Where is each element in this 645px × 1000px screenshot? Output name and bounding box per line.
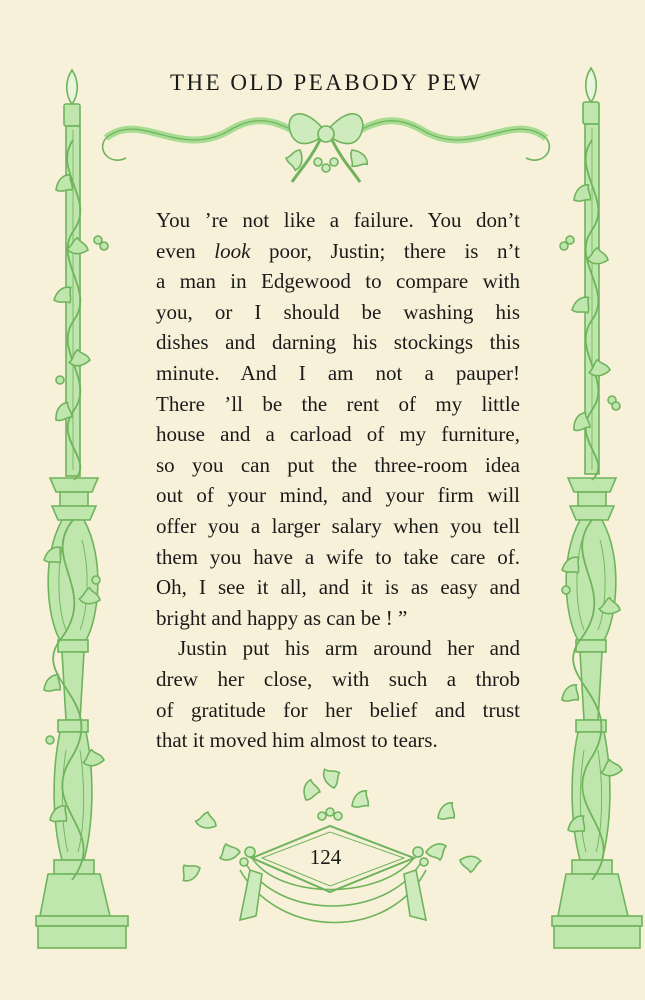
text-line-2-lead: even (156, 238, 196, 263)
text-line-10: out of your mind, and your firm will (156, 483, 520, 508)
text-line-4: you, or I should be washing his (156, 299, 520, 324)
ribbon-bow-garland-icon (103, 114, 550, 182)
text-line-12: them you have a wife to take care of. (156, 544, 520, 569)
text-line-13: Oh, I see it all, and it is as easy and (156, 575, 520, 600)
text-line-2-rest: poor, Justin; there is n’t (269, 238, 521, 263)
body-text (156, 205, 520, 756)
text-line-3: a man in Edgewood to compare with (156, 269, 520, 294)
text-line-7: There ’ll be the rent of my little (156, 391, 520, 416)
text-line-11: offer you a larger salary when you tell (156, 513, 520, 538)
text-line-15: Justin put his arm around her and (178, 636, 520, 661)
text-line-6: minute. And I am not a pauper! (156, 360, 520, 385)
text-line-9: so you can put the three-room idea (156, 452, 520, 477)
text-line-2 (156, 236, 520, 267)
right-candle-column-icon (552, 68, 642, 948)
text-line-8: house and a carload of my furniture, (156, 422, 520, 447)
running-head-title: THE OLD PEABODY PEW (169, 70, 484, 95)
text-line-5: dishes and darning his stockings this (156, 330, 520, 355)
text-line-14: bright and happy as can be ! ” (156, 605, 408, 630)
text-line-17: of gratitude for her belief and trust (156, 697, 520, 722)
text-line-1: You ’re not like a failure. You don’t (156, 208, 520, 232)
page-number: 124 (309, 845, 342, 869)
left-candle-column-icon (36, 70, 128, 948)
italic-word: look (214, 238, 251, 263)
text-line-16: drew her close, with such a throb (156, 666, 520, 691)
text-line-18: that it moved him almost to tears. (156, 728, 438, 753)
